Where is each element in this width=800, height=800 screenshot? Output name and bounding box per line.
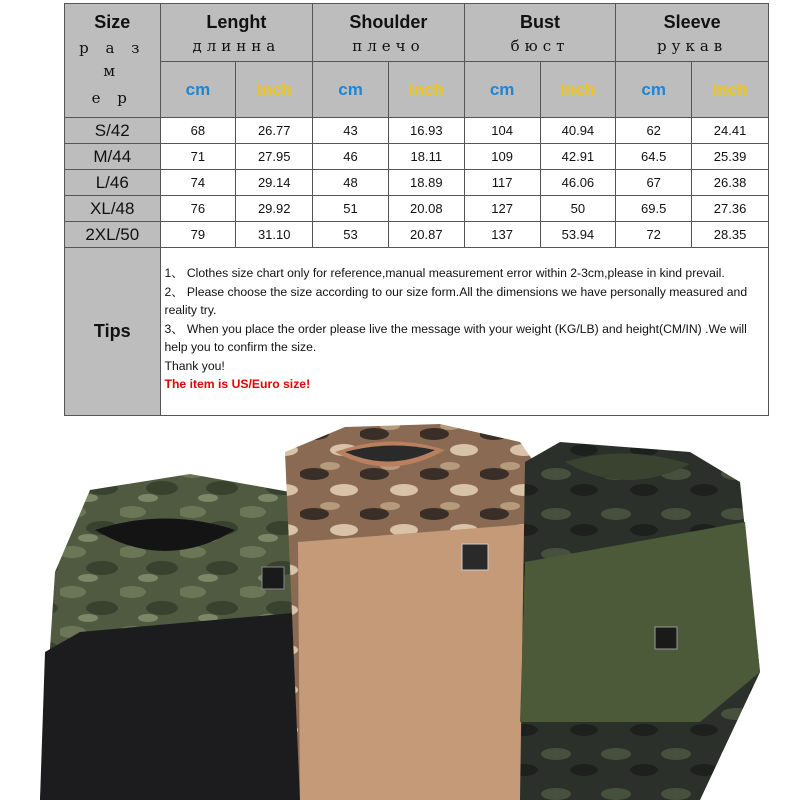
length-header — [160, 4, 313, 62]
measurement-cell: 18.89 — [388, 170, 464, 196]
unit-inch-label: inch — [388, 62, 464, 118]
unit-cm-label: cm — [160, 62, 236, 118]
unit-cm-label: cm — [616, 62, 692, 118]
measurement-cell: 24.41 — [692, 118, 769, 144]
sleeve-header — [616, 4, 769, 62]
measurement-cell: 109 — [464, 144, 540, 170]
measurement-cell: 40.94 — [540, 118, 616, 144]
size-header-russian-1: р а з м — [79, 38, 146, 80]
measurement-cell: 69.5 — [616, 196, 692, 222]
measurement-cell: 28.35 — [692, 222, 769, 248]
sleeve-header-russian: рукав — [657, 36, 728, 55]
size-header-label: Size — [94, 11, 131, 32]
size-cell: 2XL/50 — [65, 222, 161, 248]
length-header-russian: длинна — [192, 36, 281, 55]
measurement-cell: 29.92 — [236, 196, 313, 222]
table-row — [65, 170, 769, 196]
measurement-cell: 42.91 — [540, 144, 616, 170]
measurement-cell: 53 — [313, 222, 389, 248]
olive-camo-sweatshirt — [520, 442, 760, 800]
bust-header-russian: бюст — [510, 36, 570, 55]
measurement-cell: 20.08 — [388, 196, 464, 222]
measurement-cell: 62 — [616, 118, 692, 144]
measurement-cell: 26.38 — [692, 170, 769, 196]
measurement-cell: 48 — [313, 170, 389, 196]
shoulder-header-russian: плечо — [352, 36, 425, 55]
tips-label: Tips — [65, 248, 161, 416]
measurement-cell: 18.11 — [388, 144, 464, 170]
measurement-cell: 43 — [313, 118, 389, 144]
measurement-cell: 25.39 — [692, 144, 769, 170]
measurement-cell: 74 — [160, 170, 236, 196]
measurement-cell: 20.87 — [388, 222, 464, 248]
tip-line-4: Thank you! — [164, 358, 225, 373]
measurement-cell: 76 — [160, 196, 236, 222]
measurement-cell: 27.36 — [692, 196, 769, 222]
measurement-cell: 46 — [313, 144, 389, 170]
bust-header — [464, 4, 616, 62]
length-header-label: Lenght — [206, 11, 267, 32]
measurement-cell: 50 — [540, 196, 616, 222]
measurement-cell: 67 — [616, 170, 692, 196]
measurement-cell: 51 — [313, 196, 389, 222]
table-row — [65, 118, 769, 144]
shoulder-header-label: Shoulder — [349, 11, 428, 32]
measurement-cell: 104 — [464, 118, 540, 144]
size-header-russian-2: е р — [91, 88, 133, 107]
product-photo — [0, 422, 800, 800]
bust-header-label: Bust — [520, 11, 560, 32]
measurement-cell: 29.14 — [236, 170, 313, 196]
size-cell: L/46 — [65, 170, 161, 196]
sleeve-header-label: Sleeve — [663, 11, 721, 32]
measurement-cell: 72 — [616, 222, 692, 248]
khaki-camo-sweatshirt — [285, 424, 560, 800]
table-row — [65, 222, 769, 248]
measurement-cell: 27.95 — [236, 144, 313, 170]
tip-line-1: 1、 Clothes size chart only for reference,manual measurement error within 2-3cm,please in kind prevail. — [164, 266, 725, 280]
size-cell: S/42 — [65, 118, 161, 144]
size-cell: XL/48 — [65, 196, 161, 222]
size-cell: M/44 — [65, 144, 161, 170]
measurement-cell: 46.06 — [540, 170, 616, 196]
unit-inch-label: inch — [236, 62, 313, 118]
tip-line-3: 3、 When you place the order please live the message with your weight (KG/LB) and height(CM/IN) .We will help you to confirm the size. — [164, 321, 747, 354]
tips-content — [160, 248, 768, 416]
table-row — [65, 144, 769, 170]
size-header-cell — [65, 4, 161, 118]
measurement-cell: 16.93 — [388, 118, 464, 144]
measurement-cell: 26.77 — [236, 118, 313, 144]
measurement-cell: 53.94 — [540, 222, 616, 248]
measurement-cell: 64.5 — [616, 144, 692, 170]
shoulder-header — [313, 4, 465, 62]
unit-cm-label: cm — [313, 62, 389, 118]
unit-inch-label: inch — [692, 62, 769, 118]
measurement-cell: 31.10 — [236, 222, 313, 248]
measurement-cell: 137 — [464, 222, 540, 248]
tip-highlight: The item is US/Euro size! — [164, 377, 311, 391]
unit-inch-label: inch — [540, 62, 616, 118]
measurement-cell: 127 — [464, 196, 540, 222]
measurement-cell: 68 — [160, 118, 236, 144]
tip-line-2: 2、 Please choose the size according to our size form.All the dimensions we have personally measured and reality try. — [164, 284, 748, 317]
measurement-cell: 71 — [160, 144, 236, 170]
size-chart-table — [64, 3, 769, 416]
measurement-cell: 117 — [464, 170, 540, 196]
unit-cm-label: cm — [464, 62, 540, 118]
measurement-cell: 79 — [160, 222, 236, 248]
table-row — [65, 196, 769, 222]
